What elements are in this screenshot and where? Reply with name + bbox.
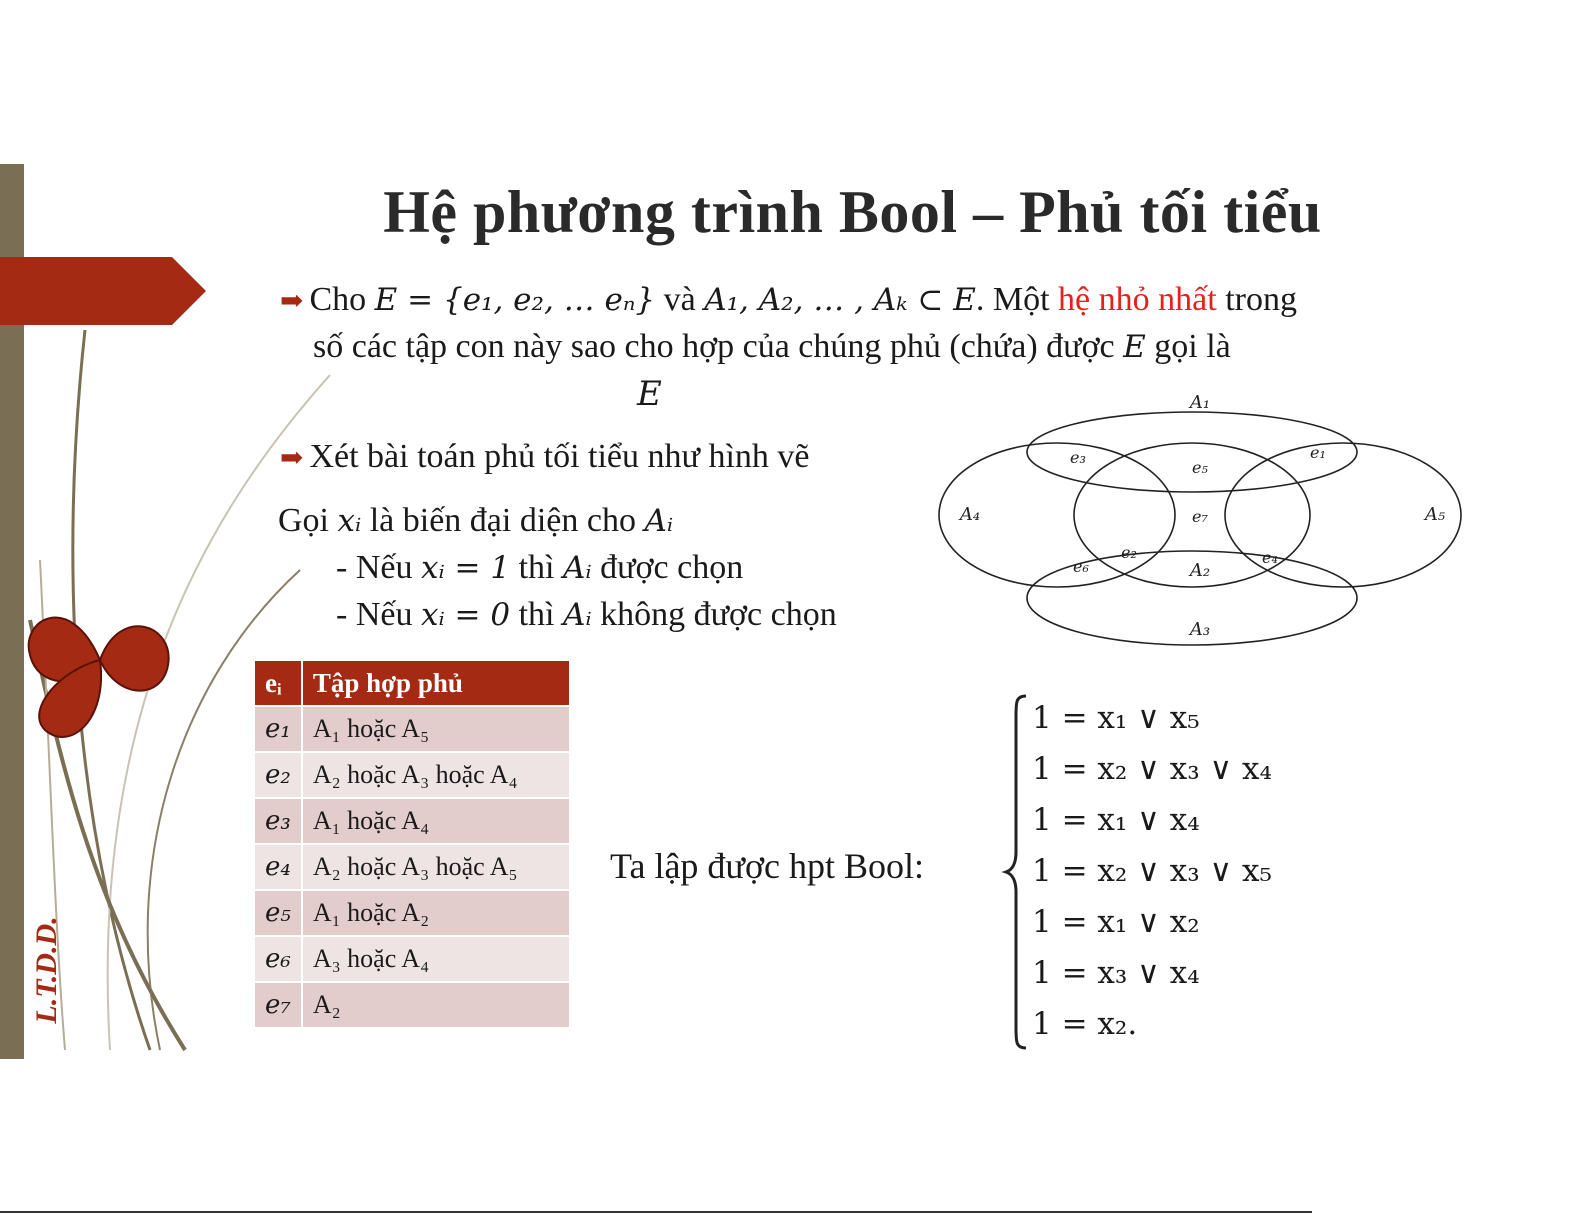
cell-element: e₅ [254, 890, 302, 936]
venn-label-a3: A₃ [1189, 619, 1211, 640]
cell-element: e₇ [254, 982, 302, 1028]
equation: 1 = x₂ ∨ x₃ ∨ x₅ [1032, 853, 1272, 889]
math-e: E [1123, 329, 1146, 365]
math: Aᵢ [563, 550, 592, 586]
text: gọi là [1145, 328, 1231, 365]
bullet-arrow-icon: ➡ [280, 443, 304, 474]
table-row [254, 844, 570, 890]
text: Cho [309, 281, 375, 318]
text: . Một [975, 281, 1059, 318]
venn-label-a1: A₁ [1189, 392, 1211, 413]
left-brace-icon [1000, 692, 1030, 1052]
text: thì [510, 549, 563, 586]
variable-line-2 [336, 545, 743, 591]
cell-cover: A₂ [302, 982, 570, 1028]
table-header-row [254, 660, 570, 706]
venn-diagram [932, 372, 1477, 660]
text: số các tập con này sao cho hợp của chúng phủ (chứa) được [313, 328, 1124, 365]
system-label: Ta lập được hpt Bool: [610, 846, 924, 886]
venn-element-e1: e₁ [1310, 443, 1326, 462]
text: - Nếu [336, 549, 421, 586]
equation: 1 = x₁ ∨ x₂ [1032, 904, 1200, 940]
table-row [254, 890, 570, 936]
cell-cover: A₂ hoặc A₃ hoặc A₄ [302, 752, 570, 798]
venn-label-a2: A₂ [1189, 560, 1211, 581]
table-row [254, 936, 570, 982]
svg-text:L.T.D.D.: L.T.D.D. [30, 916, 63, 1024]
venn-element-e4: e₄ [1262, 548, 1278, 567]
text: Gọi [278, 502, 338, 539]
highlight-text: hệ nhỏ nhất [1058, 281, 1217, 318]
bullet-definition-line2 [313, 324, 1231, 370]
math: xᵢ = 1 [420, 550, 511, 586]
equation: 1 = x₁ ∨ x₅ [1032, 700, 1200, 736]
bullet-arrow-icon: ➡ [280, 286, 304, 317]
text: là biến đại diện cho [361, 502, 645, 539]
cover-table [253, 659, 571, 1029]
cell-element: e₂ [254, 752, 302, 798]
variable-line-3 [336, 592, 837, 638]
math: xᵢ [337, 503, 362, 539]
cell-cover: A₁ hoặc A₄ [302, 798, 570, 844]
equation: 1 = x₂ ∨ x₃ ∨ x₄ [1032, 751, 1272, 787]
text: được chọn [591, 549, 744, 586]
math: Aᵢ [644, 503, 674, 539]
venn-label-a4: A₄ [959, 504, 981, 525]
header-ei: eᵢ [254, 660, 302, 706]
bullet-problem [280, 434, 809, 482]
cell-cover: A₂ hoặc A₃ hoặc A₅ [302, 844, 570, 890]
cell-element: e₄ [254, 844, 302, 890]
math: Aᵢ [563, 597, 592, 633]
venn-element-e5: e₅ [1192, 458, 1208, 477]
venn-label-a5: A₅ [1424, 504, 1446, 525]
text: không được chọn [591, 596, 837, 633]
accent-arrow [0, 257, 208, 325]
table-row [254, 706, 570, 752]
table-row [254, 752, 570, 798]
equation: 1 = x₂. [1032, 1006, 1138, 1042]
cell-cover: A₃ hoặc A₄ [302, 936, 570, 982]
cell-element: e₆ [254, 936, 302, 982]
variable-line-1 [278, 498, 673, 544]
cell-element: e₁ [254, 706, 302, 752]
bullet-definition-line3: E [637, 374, 662, 414]
cell-element: e₃ [254, 798, 302, 844]
text: - Nếu [336, 596, 421, 633]
venn-element-e7: e₇ [1192, 507, 1208, 526]
bullet-definition [280, 277, 1297, 325]
math: xᵢ = 0 [420, 597, 511, 633]
venn-element-e3: e₃ [1070, 448, 1086, 467]
table-row [254, 982, 570, 1028]
watermark-signature [26, 890, 86, 1050]
venn-element-e2: e₂ [1121, 543, 1137, 562]
header-cover: Tập hợp phủ [302, 660, 570, 706]
text: thì [510, 596, 563, 633]
slide-title: Hệ phương trình Bool – Phủ tối tiểu [383, 179, 1322, 245]
cell-cover: A₁ hoặc A₂ [302, 890, 570, 936]
bool-system [1000, 692, 1300, 1052]
text: và [655, 281, 705, 318]
text: Xét bài toán phủ tối tiểu như hình vẽ [309, 438, 810, 475]
venn-element-e6: e₆ [1073, 557, 1089, 576]
math-subsets: A₁, A₂, … , Aₖ ⊂ E [704, 282, 976, 318]
equation: 1 = x₁ ∨ x₄ [1032, 802, 1200, 838]
text: trong [1216, 281, 1297, 318]
math-set-e: E = {e₁, e₂, … eₙ} [374, 282, 656, 318]
table-row [254, 798, 570, 844]
cell-cover: A₁ hoặc A₅ [302, 706, 570, 752]
footer-divider [0, 1211, 1312, 1213]
equation: 1 = x₃ ∨ x₄ [1032, 955, 1200, 991]
